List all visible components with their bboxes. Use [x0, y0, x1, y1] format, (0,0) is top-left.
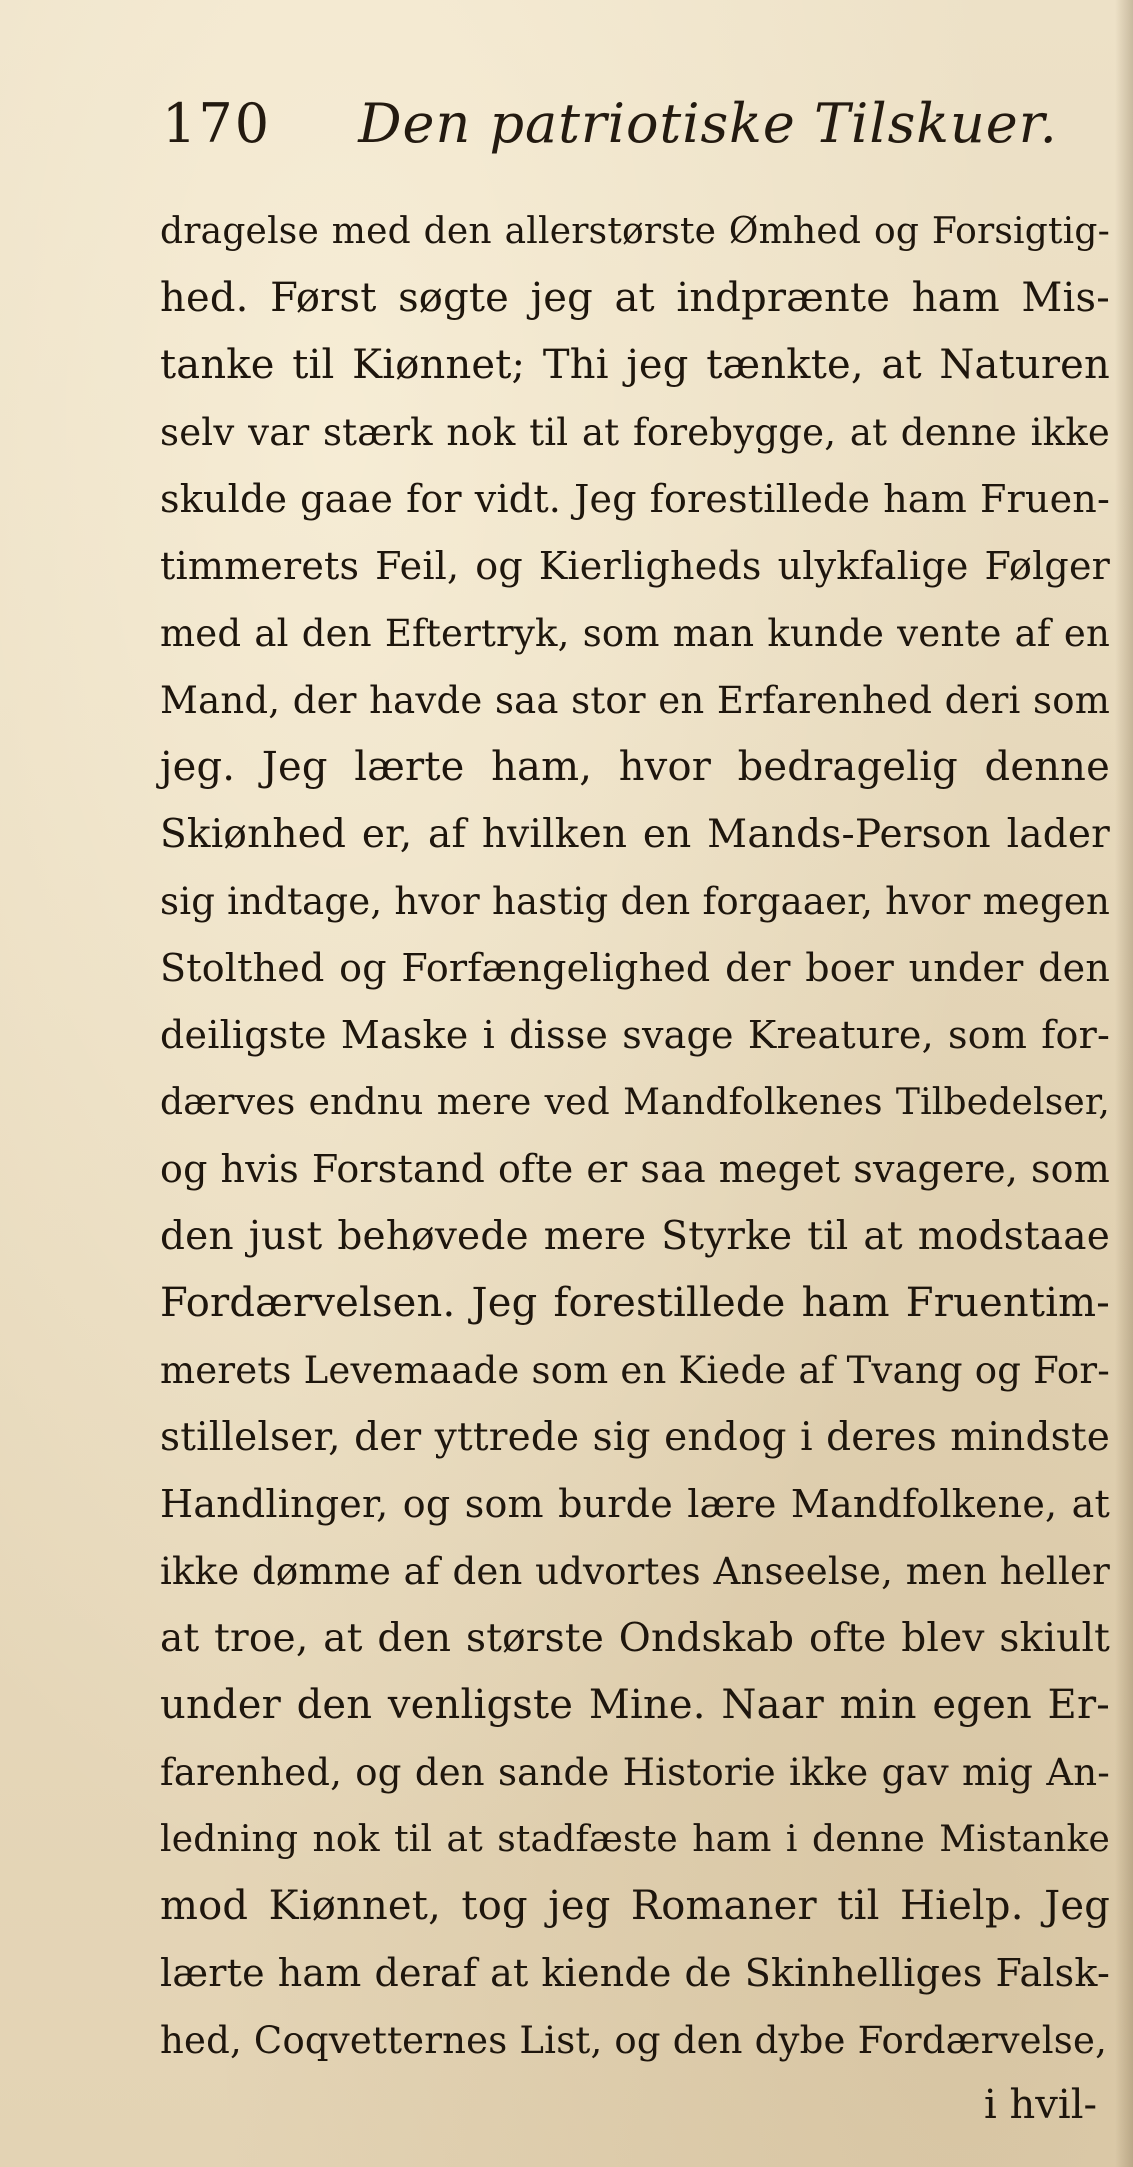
text-line: dærves endnu mere ved Mandfolkenes Tilbedelser,	[160, 1082, 1110, 1123]
text-line: at troe, at den største Ondskab ofte blev skiult	[160, 1616, 1110, 1661]
text-line: sig indtage, hvor hastig den forgaaer, hvor megen	[160, 880, 1110, 923]
text-line: deiligste Maske i disse svage Kreature, som for-	[160, 1013, 1110, 1057]
running-title: Den patriotiske Tilskuer.	[358, 92, 1058, 155]
text-line: Fordærvelsen. Jeg forestillede ham Fruentim-	[160, 1280, 1110, 1326]
text-line: tanke til Kiønnet; Thi jeg tænkte, at Naturen	[160, 342, 1110, 388]
body-text	[160, 198, 1110, 2074]
text-line: under den venligste Mine. Naar min egen Er-	[160, 1682, 1110, 1728]
text-line: Stolthed og Forfængelighed der boer under den	[160, 946, 1110, 990]
text-line: Skiønhed er, af hvilken en Mands-Person lader	[160, 812, 1110, 857]
text-line: timmerets Feil, og Kierligheds ulykfalige Følger	[160, 544, 1110, 588]
text-line: ikke dømme af den udvortes Anseelse, men heller	[160, 1550, 1110, 1593]
text-line: Handlinger, og som burde lære Mandfolkene, at	[160, 1482, 1110, 1526]
text-line: dragelse med den allerstørste Ømhed og Forsigtig-	[160, 211, 1110, 252]
text-line: den just behøvede mere Styrke til at modstaae	[160, 1214, 1110, 1259]
text-line: med al den Eftertryk, som man kunde vente af en	[160, 612, 1110, 655]
page-number: 170	[162, 92, 272, 155]
text-line: selv var stærk nok til at forebygge, at denne ikke	[160, 411, 1110, 454]
text-line: og hvis Forstand ofte er saa meget svagere, som	[160, 1147, 1110, 1191]
text-line: skulde gaae for vidt. Jeg forestillede ham Fruen-	[160, 477, 1110, 521]
text-line: Mand, der havde saa stor en Erfarenhed deri som	[160, 679, 1110, 722]
text-line: lærte ham deraf at kiende de Skinhelliges Falsk-	[160, 1951, 1110, 1995]
page-header	[162, 92, 1058, 155]
text-line: mod Kiønnet, tog jeg Romaner til Hielp. Jeg	[160, 1883, 1110, 1929]
text-line: hed, Coqvetternes List, og den dybe Fordærvelse,	[160, 2019, 1108, 2062]
catchword: i hvil-	[984, 2082, 1097, 2128]
text-line: farenhed, og den sande Historie ikke gav mig An-	[160, 1751, 1110, 1794]
text-line: hed. Først søgte jeg at indprænte ham Mis-	[160, 275, 1110, 321]
text-line: ledning nok til at stadfæste ham i denne Mistanke	[160, 1819, 1110, 1860]
text-line: stillelser, der yttrede sig endog i deres mindste	[160, 1415, 1110, 1460]
text-line: merets Levemaade som en Kiede af Tvang og For-	[160, 1349, 1110, 1392]
page-edge-shadow	[1115, 0, 1133, 2167]
text-line: jeg. Jeg lærte ham, hvor bedragelig denne	[160, 744, 1110, 790]
